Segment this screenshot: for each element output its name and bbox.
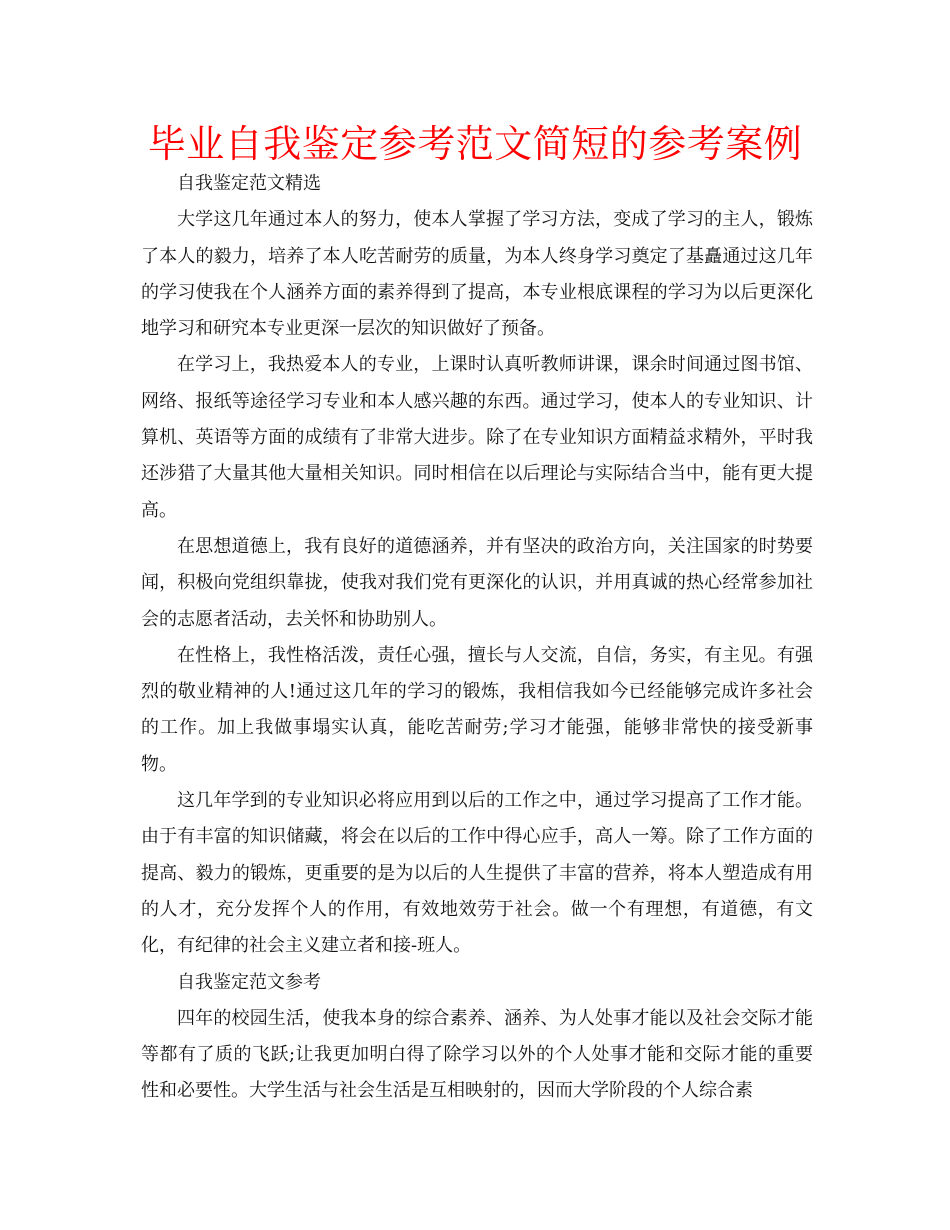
paragraph: 大学这几年通过本人的努力，使本人掌握了学习方法，变成了学习的主人，锻炼了本人的毅力，培养了本人吃苦耐劳的质量，为本人终身学习奠定了基矗通过这几年的学习使我在个人涵养方面的素养得到了提高，本专业根底课程的学习为以后更深化地学习和研究本专业更深一层次的知识做好了预备。 (141, 209, 813, 340)
paragraph: 四年的校园生活，使我本身的综合素养、涵养、为人处事才能以及社会交际才能等都有了质的飞跃;让我更加明白得了除学习以外的个人处事才能和交际才能的重要性和必要性。大学生活与社会生活是互相映射的，因而大学阶段的个人综合素 (141, 1007, 813, 1102)
paragraph: 在思想道德上，我有良好的道德涵养，并有坚决的政治方向，关注国家的时势要闻，积极向党组织靠拢，使我对我们党有更深化的认识，并用真诚的热心经常参加社会的志愿者活动，去关怀和协助别人。 (141, 535, 813, 630)
section-heading: 自我鉴定范文精选 (177, 173, 321, 194)
paragraph: 在学习上，我热爱本人的专业，上课时认真听教师讲课，课余时间通过图书馆、网络、报纸等途径学习专业和本人感兴趣的东西。通过学习，使本人的专业知识、计算机、英语等方面的成绩有了非常大进步。除了在专业知识方面精益求精外，平时我还涉猎了大量其他大量相关知识。同时相信在以后理论与实际结合当中，能有更大提高。 (141, 354, 813, 521)
paragraph: 这几年学到的专业知识必将应用到以后的工作之中，通过学习提高了工作才能。由于有丰富的知识储藏，将会在以后的工作中得心应手，高人一筹。除了工作方面的提高、毅力的锻炼，更重要的是为以后的人生提供了丰富的营养，将本人塑造成有用的人才，充分发挥个人的作用，有效地效劳于社会。做一个有理想，有道德，有文化，有纪律的社会主义建立者和接-班人。 (141, 790, 813, 957)
section-heading: 自我鉴定范文参考 (177, 971, 321, 993)
document-title: 毕业自我鉴定参考范文简短的参考案例 (147, 122, 803, 166)
paragraph: 在性格上，我性格活泼，责任心强，擅长与人交流，自信，务实，有主见。有强烈的敬业精神的人!通过这几年的学习的锻炼，我相信我如今已经能够完成许多社会的工作。加上我做事塌实认真，能吃苦耐劳;学习才能强，能够非常快的接受新事物。 (141, 644, 813, 775)
document-body (141, 166, 813, 1110)
